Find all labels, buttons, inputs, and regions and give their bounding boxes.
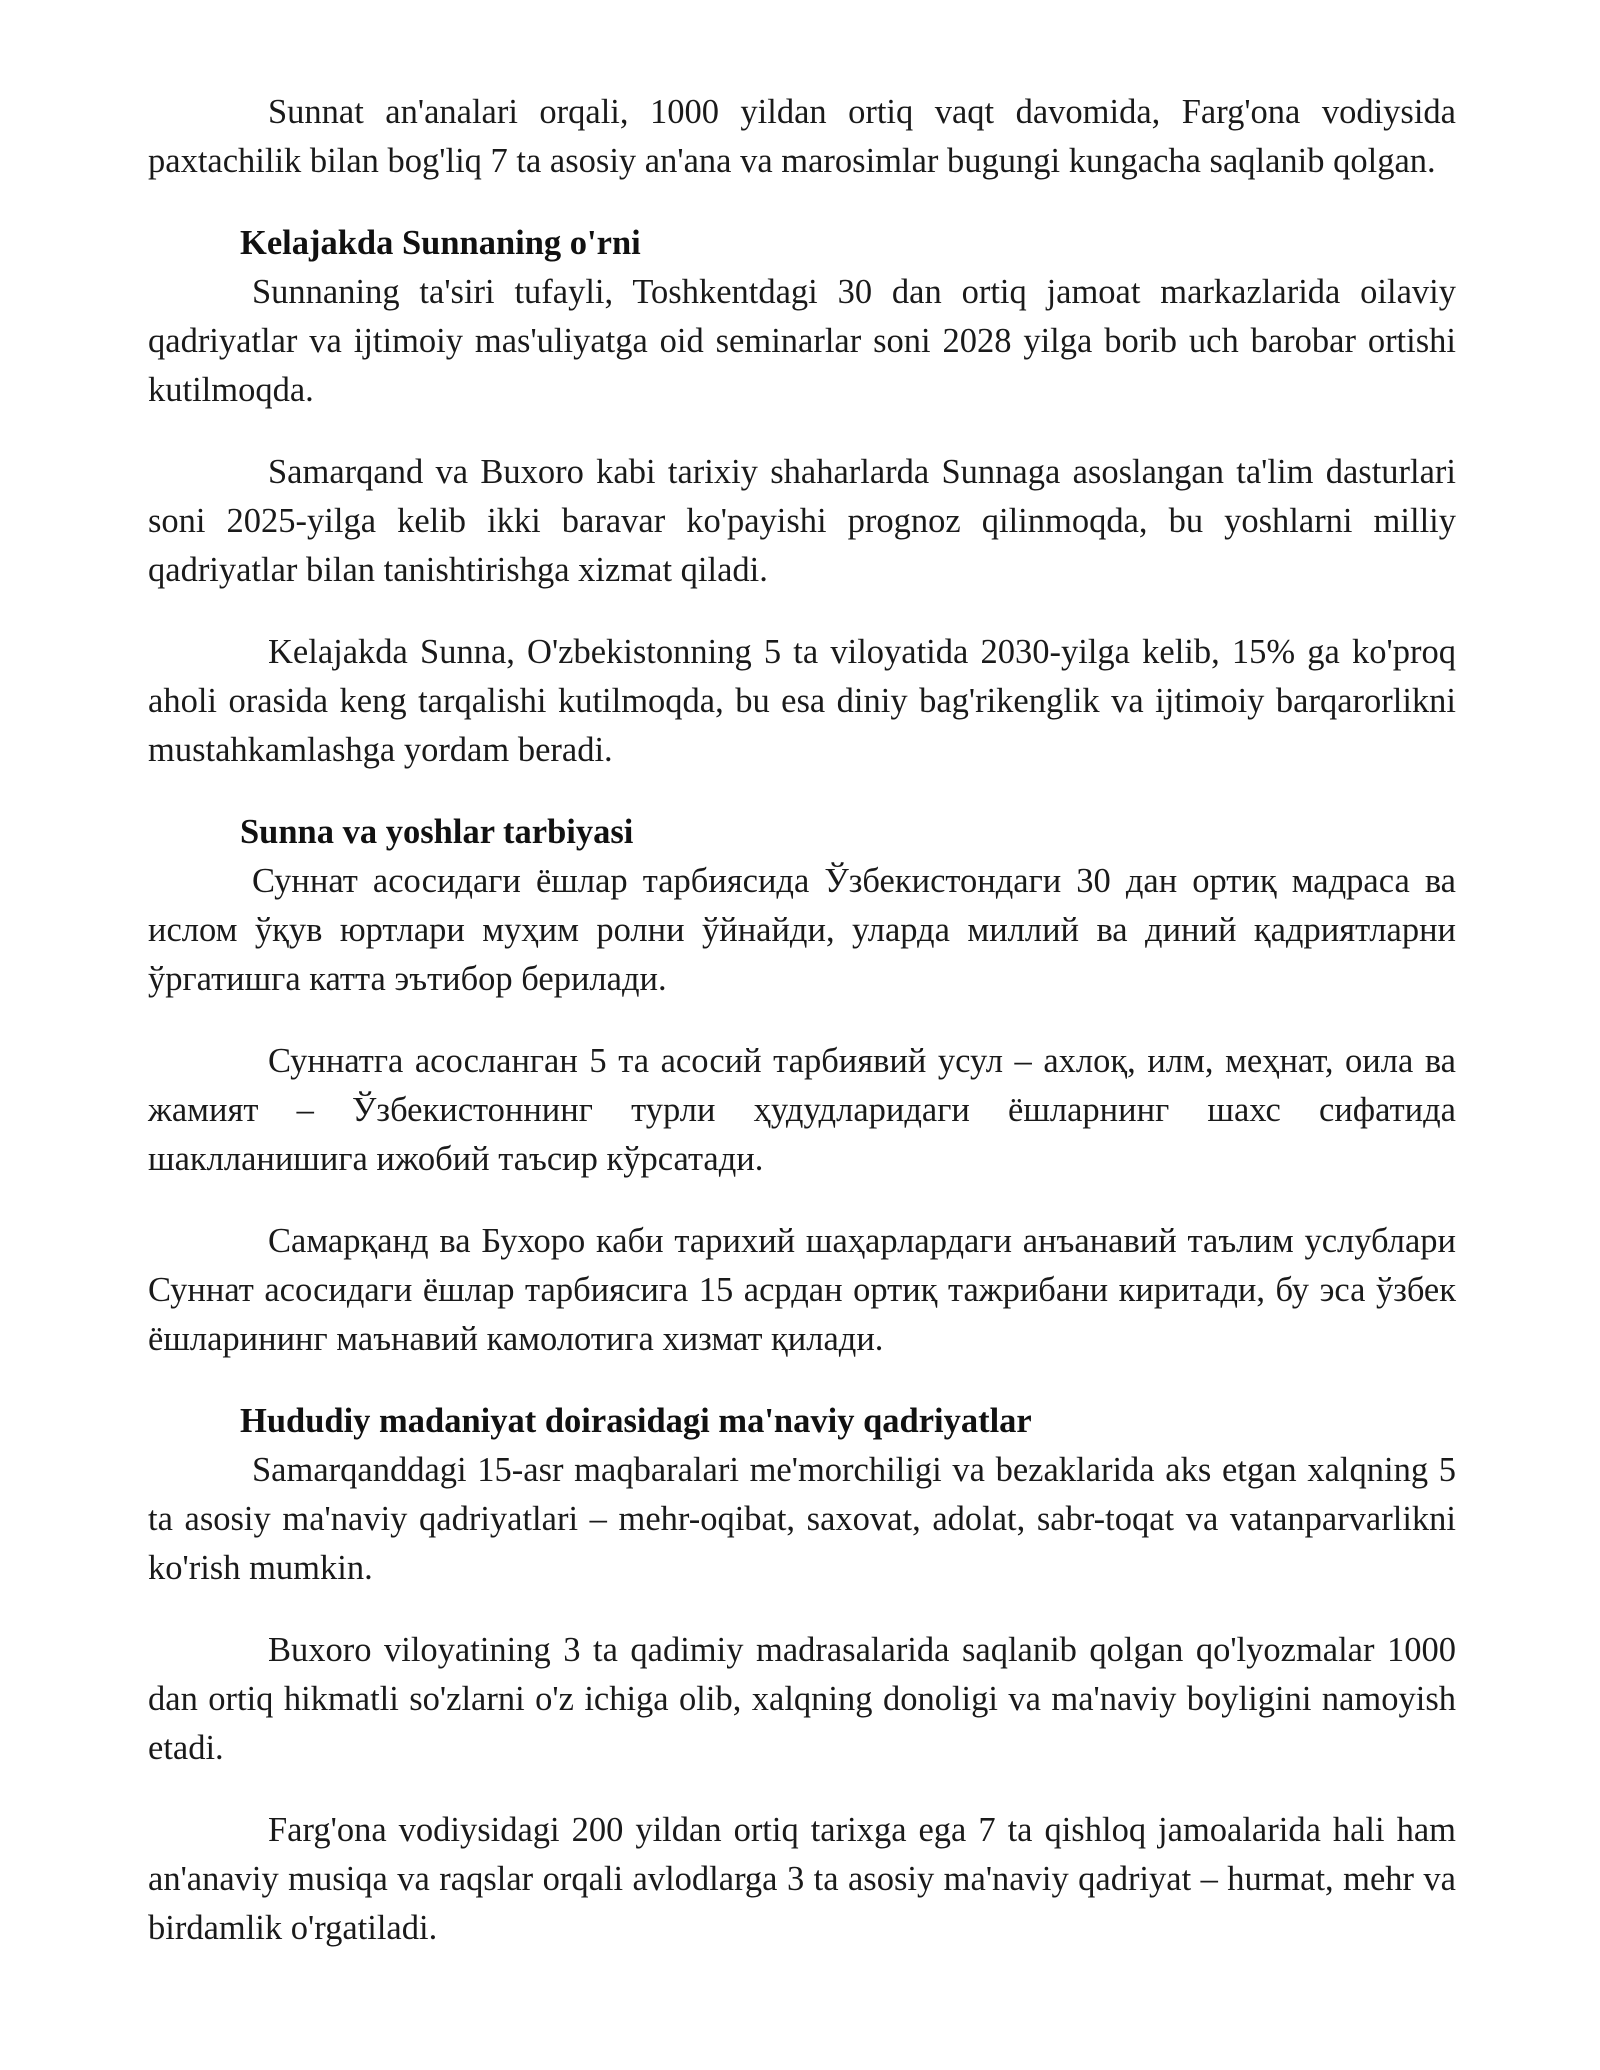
paragraph: Самарқанд ва Бухоро каби тарихий шаҳарлардаги анъанавий таълим услублари Суннат асосидаги ёшлар тарбиясига 15 асрдан ортиқ тажрибани киритади, бу эса ўзбек ёшларининг маънавий камолотига хизмат қилади. — [148, 1222, 1456, 1358]
document-page — [148, 88, 1456, 1953]
paragraph: Farg'ona vodiysidagi 200 yildan ortiq tarixga ega 7 ta qishloq jamoalarida hali ham an'anaviy musiqa va raqslar orqali avlodlarga 3 ta asosiy ma'naviy qadriyat – hurmat, mehr va birdamlik o'rgatiladi. — [148, 1811, 1456, 1947]
paragraph: Суннат асосидаги ёшлар тарбиясида Ўзбекистондаги 30 дан ортиқ мадраса ва ислом ўқув юртлари муҳим ролни ўйнайди, уларда миллий ва диний қадриятларни ўргатишга катта эътибор берилади. — [148, 862, 1456, 998]
section-future-role — [148, 219, 1456, 775]
section-heading: Hududiy madaniyat doirasidagi ma'naviy qadriyatlar — [240, 1402, 1032, 1440]
section-heading: Kelajakda Sunnaning o'rni — [240, 224, 641, 262]
paragraph: Samarqanddagi 15-asr maqbaralari me'morchiligi va bezaklarida aks etgan xalqning 5 ta asosiy ma'naviy qadriyatlari – mehr-oqibat, saxovat, adolat, sabr-toqat va vatanparvarlikni ko'rish mumkin. — [148, 1451, 1456, 1587]
paragraph: Samarqand va Buxoro kabi tarixiy shaharlarda Sunnaga asoslangan ta'lim dasturlari soni 2025-yilga kelib ikki baravar ko'payishi prognoz qilinmoqda, bu yoshlarni milliy qadriyatlar bilan tanishtirishga xizmat qiladi. — [148, 453, 1456, 589]
section-youth-upbringing — [148, 808, 1456, 1364]
intro-paragraph: Sunnat an'analari orqali, 1000 yildan ortiq vaqt davomida, Farg'ona vodiysida paxtachilik bilan bog'liq 7 ta asosiy an'ana va marosimlar bugungi kungacha saqlanib qolgan. — [148, 93, 1456, 180]
paragraph: Kelajakda Sunna, O'zbekistonning 5 ta viloyatida 2030-yilga kelib, 15% ga ko'proq aholi orasida keng tarqalishi kutilmoqda, bu esa diniy bag'rikenglik va ijtimoiy barqarorlikni mustahkamlashga yordam beradi. — [148, 633, 1456, 769]
section-heading: Sunna va yoshlar tarbiyasi — [240, 813, 634, 851]
section-spiritual-values — [148, 1397, 1456, 1953]
paragraph: Sunnaning ta'siri tufayli, Toshkentdagi 30 dan ortiq jamoat markazlarida oilaviy qadriyatlar va ijtimoiy mas'uliyatga oid seminarlar soni 2028 yilga borib uch barobar ortishi kutilmoqda. — [148, 273, 1456, 409]
paragraph: Суннатга асосланган 5 та асосий тарбиявий усул – ахлоқ, илм, меҳнат, оила ва жамият – Ўзбекистоннинг турли ҳудудларидаги ёшларнинг шахс сифатида шаклланишига ижобий таъсир кўрсатади. — [148, 1042, 1456, 1178]
paragraph: Buxoro viloyatining 3 ta qadimiy madrasalarida saqlanib qolgan qo'lyozmalar 1000 dan ortiq hikmatli so'zlarni o'z ichiga olib, xalqning donoligi va ma'naviy boyligini namoyish etadi. — [148, 1631, 1456, 1767]
